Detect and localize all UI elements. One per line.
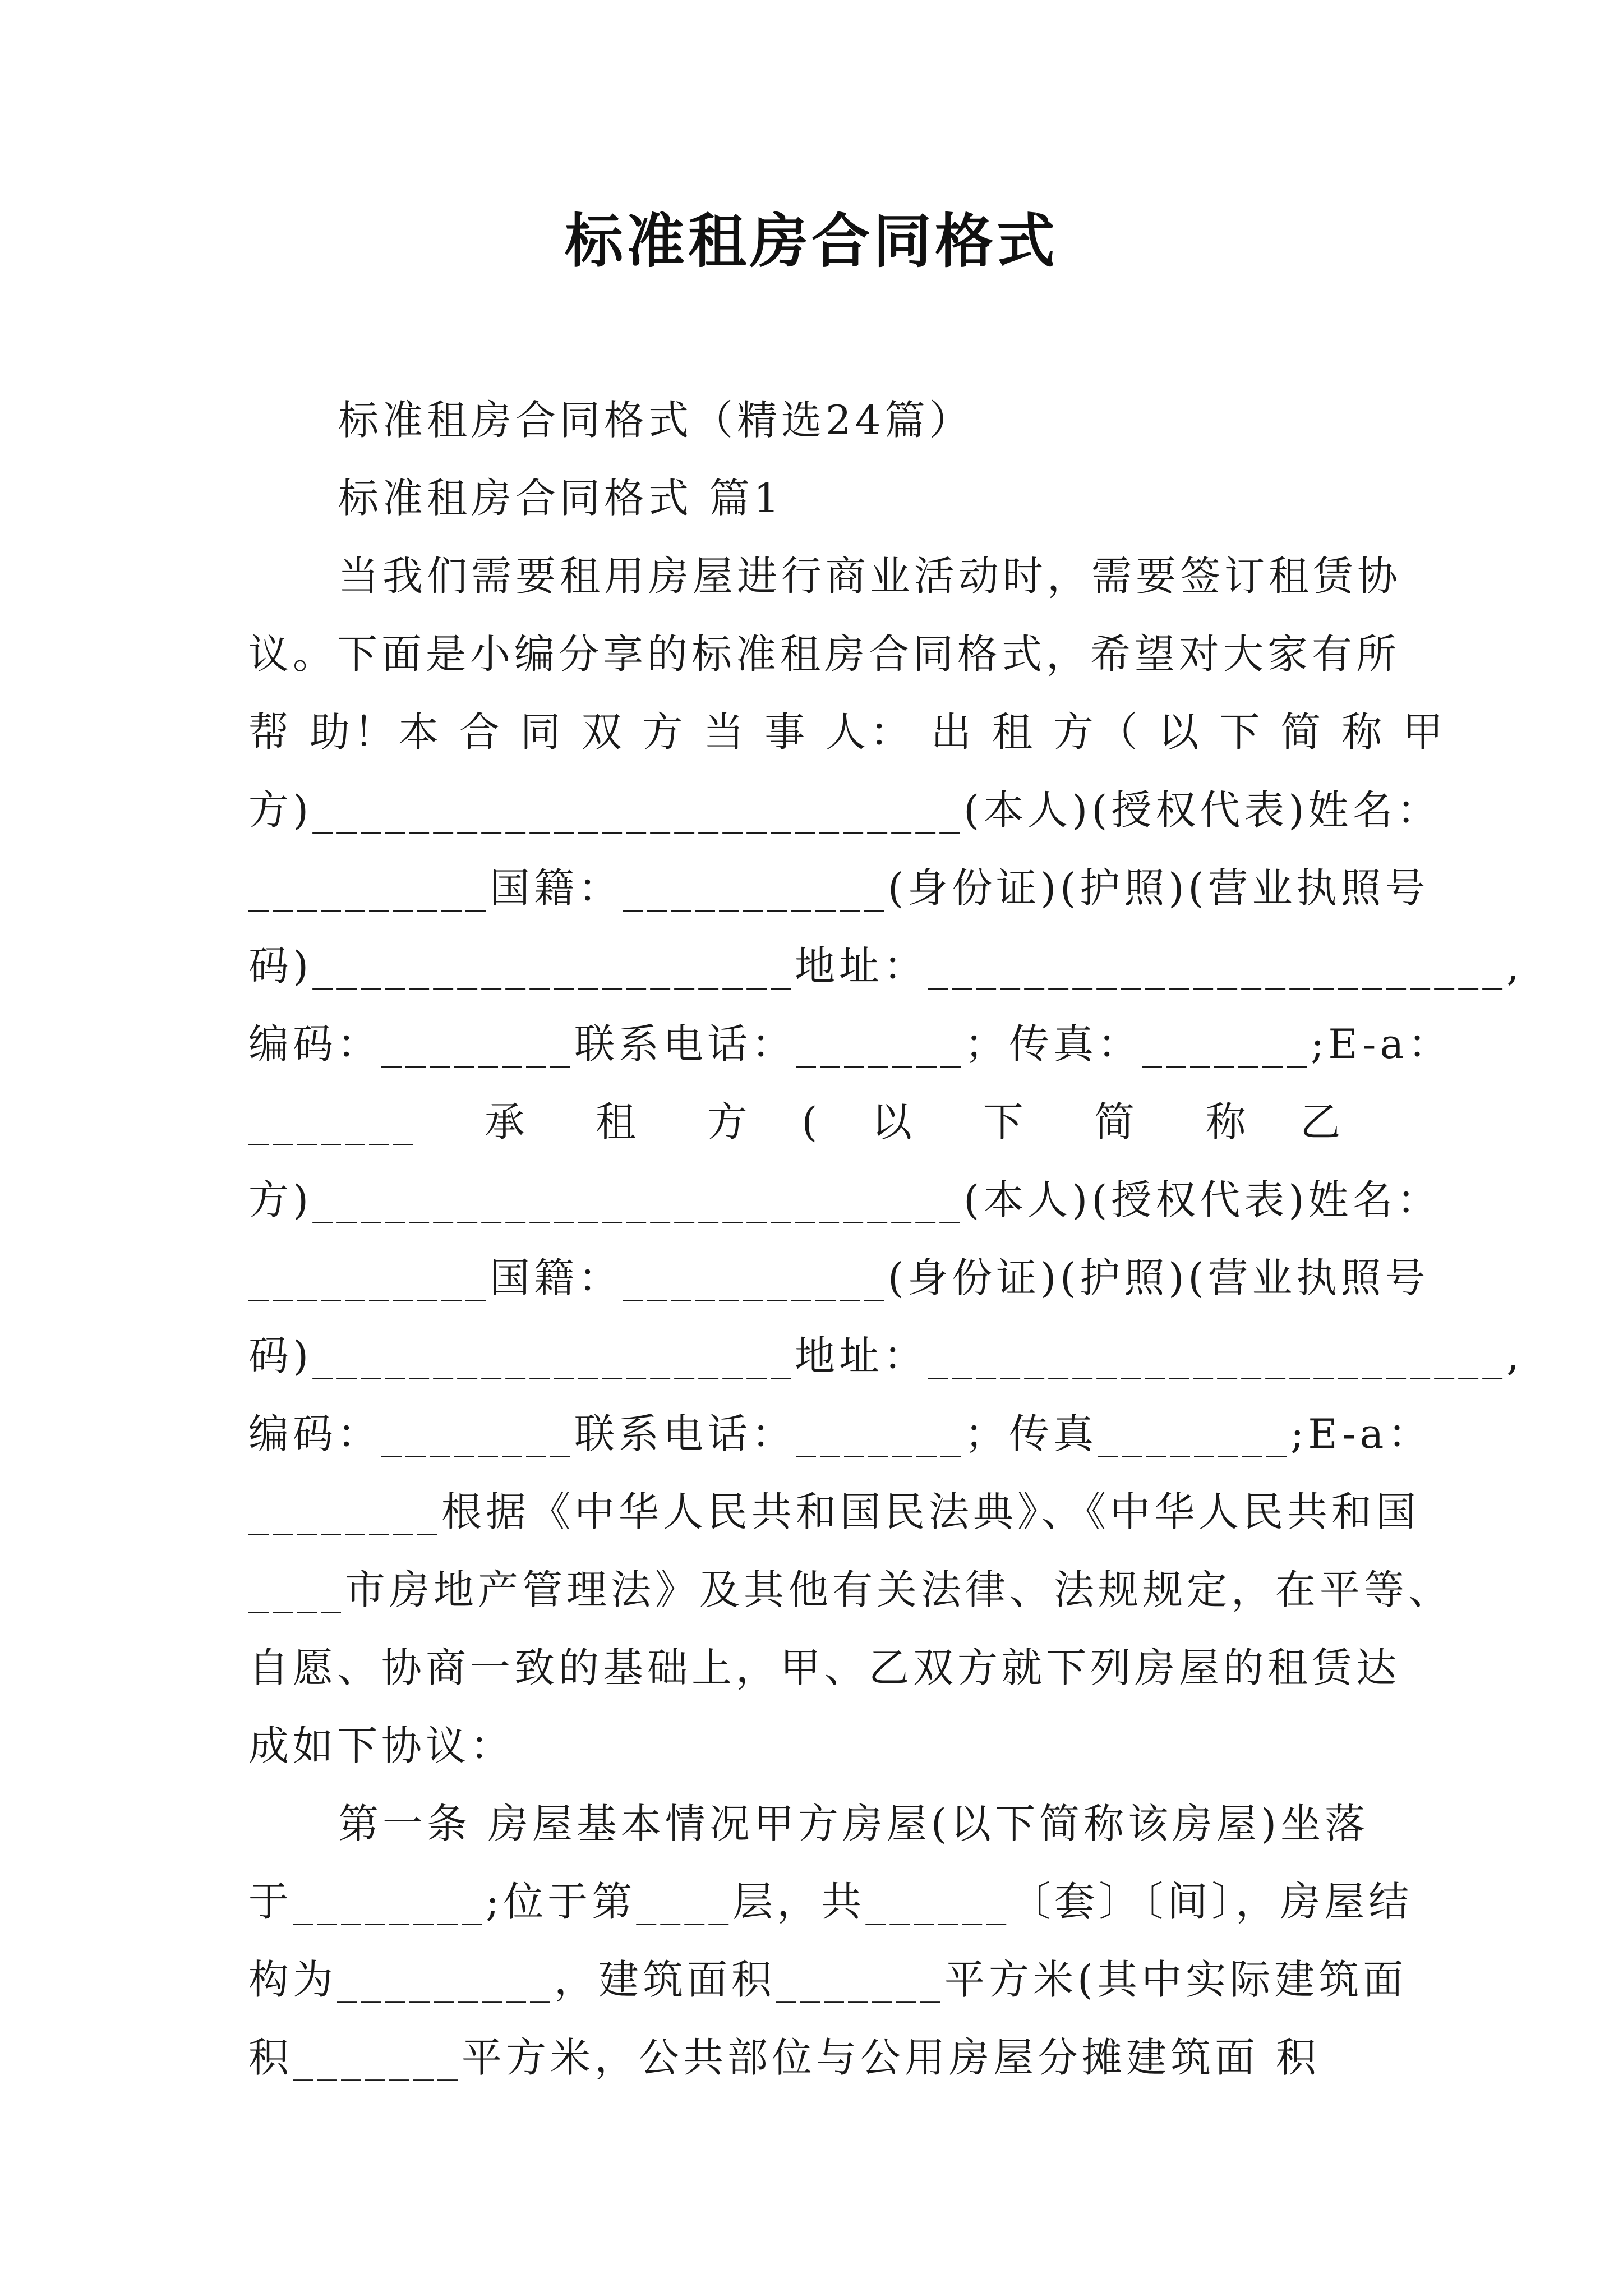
paragraph-line: 方)___________________________(本人)(授权代表)姓名：: [248, 786, 1441, 834]
paragraph-line: 构为_________，建筑面积_______平方米(其中实际建筑面: [248, 1956, 1408, 2003]
paragraph-line: __________国籍：___________(身份证)(护照)(营业执照号: [248, 864, 1430, 912]
paragraph-line: ________根据《中华人民共和国民法典》、《中华人民共和国: [248, 1488, 1421, 1535]
subtitle-line: 标准租房合同格式（精选24篇）: [338, 397, 974, 444]
paragraph-line: 第一条 房屋基本情况甲方房屋(以下简称该房屋)坐落: [338, 1800, 1370, 1847]
section-heading: 标准租房合同格式 篇1: [338, 475, 783, 522]
paragraph-line: 编码：________联系电话：_______；传真________;E-a：: [248, 1410, 1432, 1457]
document-body: [248, 381, 1523, 2097]
paragraph-line: 议。下面是小编分享的标准租房合同格式，希望对大家有所: [248, 631, 1401, 678]
paragraph-line: 编码：________联系电话：_______；传真：_______;E-a：: [248, 1020, 1453, 1068]
paragraph-line: 帮 助！本 合 同 双 方 当 事 人： 出 租 方（ 以 下 简 称 甲: [248, 708, 1447, 756]
paragraph-line: 积_______平方米，公共部位与公用房屋分摊建筑面 积: [248, 2034, 1320, 2081]
paragraph-line: 码)____________________地址：________________________,: [248, 1332, 1523, 1379]
document-title: 标准租房合同格式: [564, 206, 1058, 275]
paragraph-line: 当我们需要租用房屋进行商业活动时，需要签订租赁协: [338, 553, 1402, 600]
paragraph-line: ____市房地产管理法》及其他有关法律、法规规定，在平等、: [248, 1566, 1453, 1613]
paragraph-line: 方)___________________________(本人)(授权代表)姓名：: [248, 1176, 1441, 1223]
paragraph-line: 成如下协议：: [248, 1722, 515, 1769]
paragraph-line: __________国籍：___________(身份证)(护照)(营业执照号: [248, 1254, 1430, 1301]
paragraph-line: 自愿、协商一致的基础上，甲、乙双方就下列房屋的租赁达: [248, 1644, 1401, 1691]
paragraph-line: 码)____________________地址：________________________,: [248, 942, 1523, 990]
paragraph-line: _______ 承 租 方 ( 以 下 简 称 乙: [248, 1098, 1345, 1145]
paragraph-line: 于________;位于第____层，共______〔套〕〔间〕，房屋结: [248, 1878, 1413, 1925]
